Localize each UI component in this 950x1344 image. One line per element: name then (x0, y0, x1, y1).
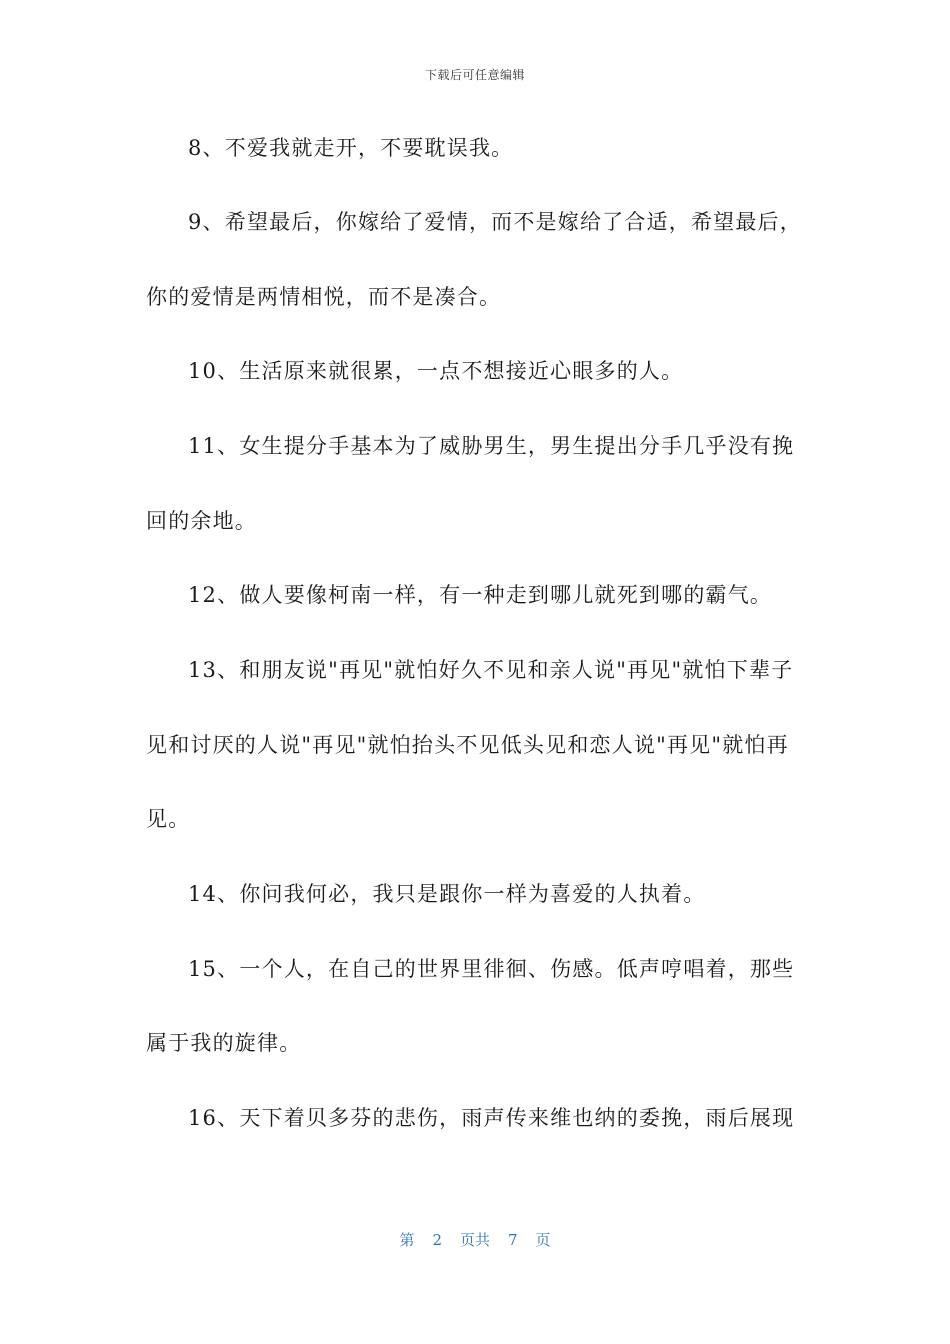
paragraph-line: 属于我的旋律。 (146, 1031, 302, 1055)
footer-page-mid: 页共 (459, 1231, 490, 1249)
paragraph-line: 10、生活原来就很累，一点不想接近心眼多的人。 (188, 359, 684, 383)
paragraph-line: 回的余地。 (146, 509, 257, 533)
paragraph-line: 15、一个人，在自己的世界里徘徊、伤感。低声哼唱着，那些 (188, 957, 795, 981)
paragraph-line: 16、天下着贝多芬的悲伤，雨声传来维也纳的委挽，雨后展现 (188, 1106, 795, 1130)
paragraph-line: 14、你问我何必，我只是跟你一样为喜爱的人执着。 (188, 882, 706, 906)
footer-page-number: 2 (432, 1231, 442, 1249)
page-header: 下载后可任意编辑 (424, 68, 525, 82)
paragraph-line: 12、做人要像柯南一样，有一种走到哪儿就死到哪的霸气。 (188, 583, 773, 607)
footer-total-pages: 7 (508, 1231, 518, 1249)
paragraph-line: 11、女生提分手基本为了威胁男生，男生提出分手几乎没有挽 (188, 434, 795, 458)
page-footer (0, 1229, 950, 1250)
paragraph-line: 见。 (146, 807, 191, 831)
paragraph-line: 8、不爱我就走开，不要耽误我。 (188, 136, 514, 160)
paragraph-line: 13、和朋友说"再见"就怕好久不见和亲人说"再见"就怕下辈子 (188, 658, 794, 682)
paragraph-line: 你的爱情是两情相悦，而不是凑合。 (146, 285, 502, 309)
footer-page-prefix: 第 (399, 1231, 415, 1249)
paragraph-line: 见和讨厌的人说"再见"就怕抬头不见低头见和恋人说"再见"就怕再 (146, 733, 789, 757)
footer-page-suffix: 页 (535, 1231, 551, 1249)
paragraph-line: 9、希望最后，你嫁给了爱情，而不是嫁给了合适，希望最后， (188, 210, 802, 234)
